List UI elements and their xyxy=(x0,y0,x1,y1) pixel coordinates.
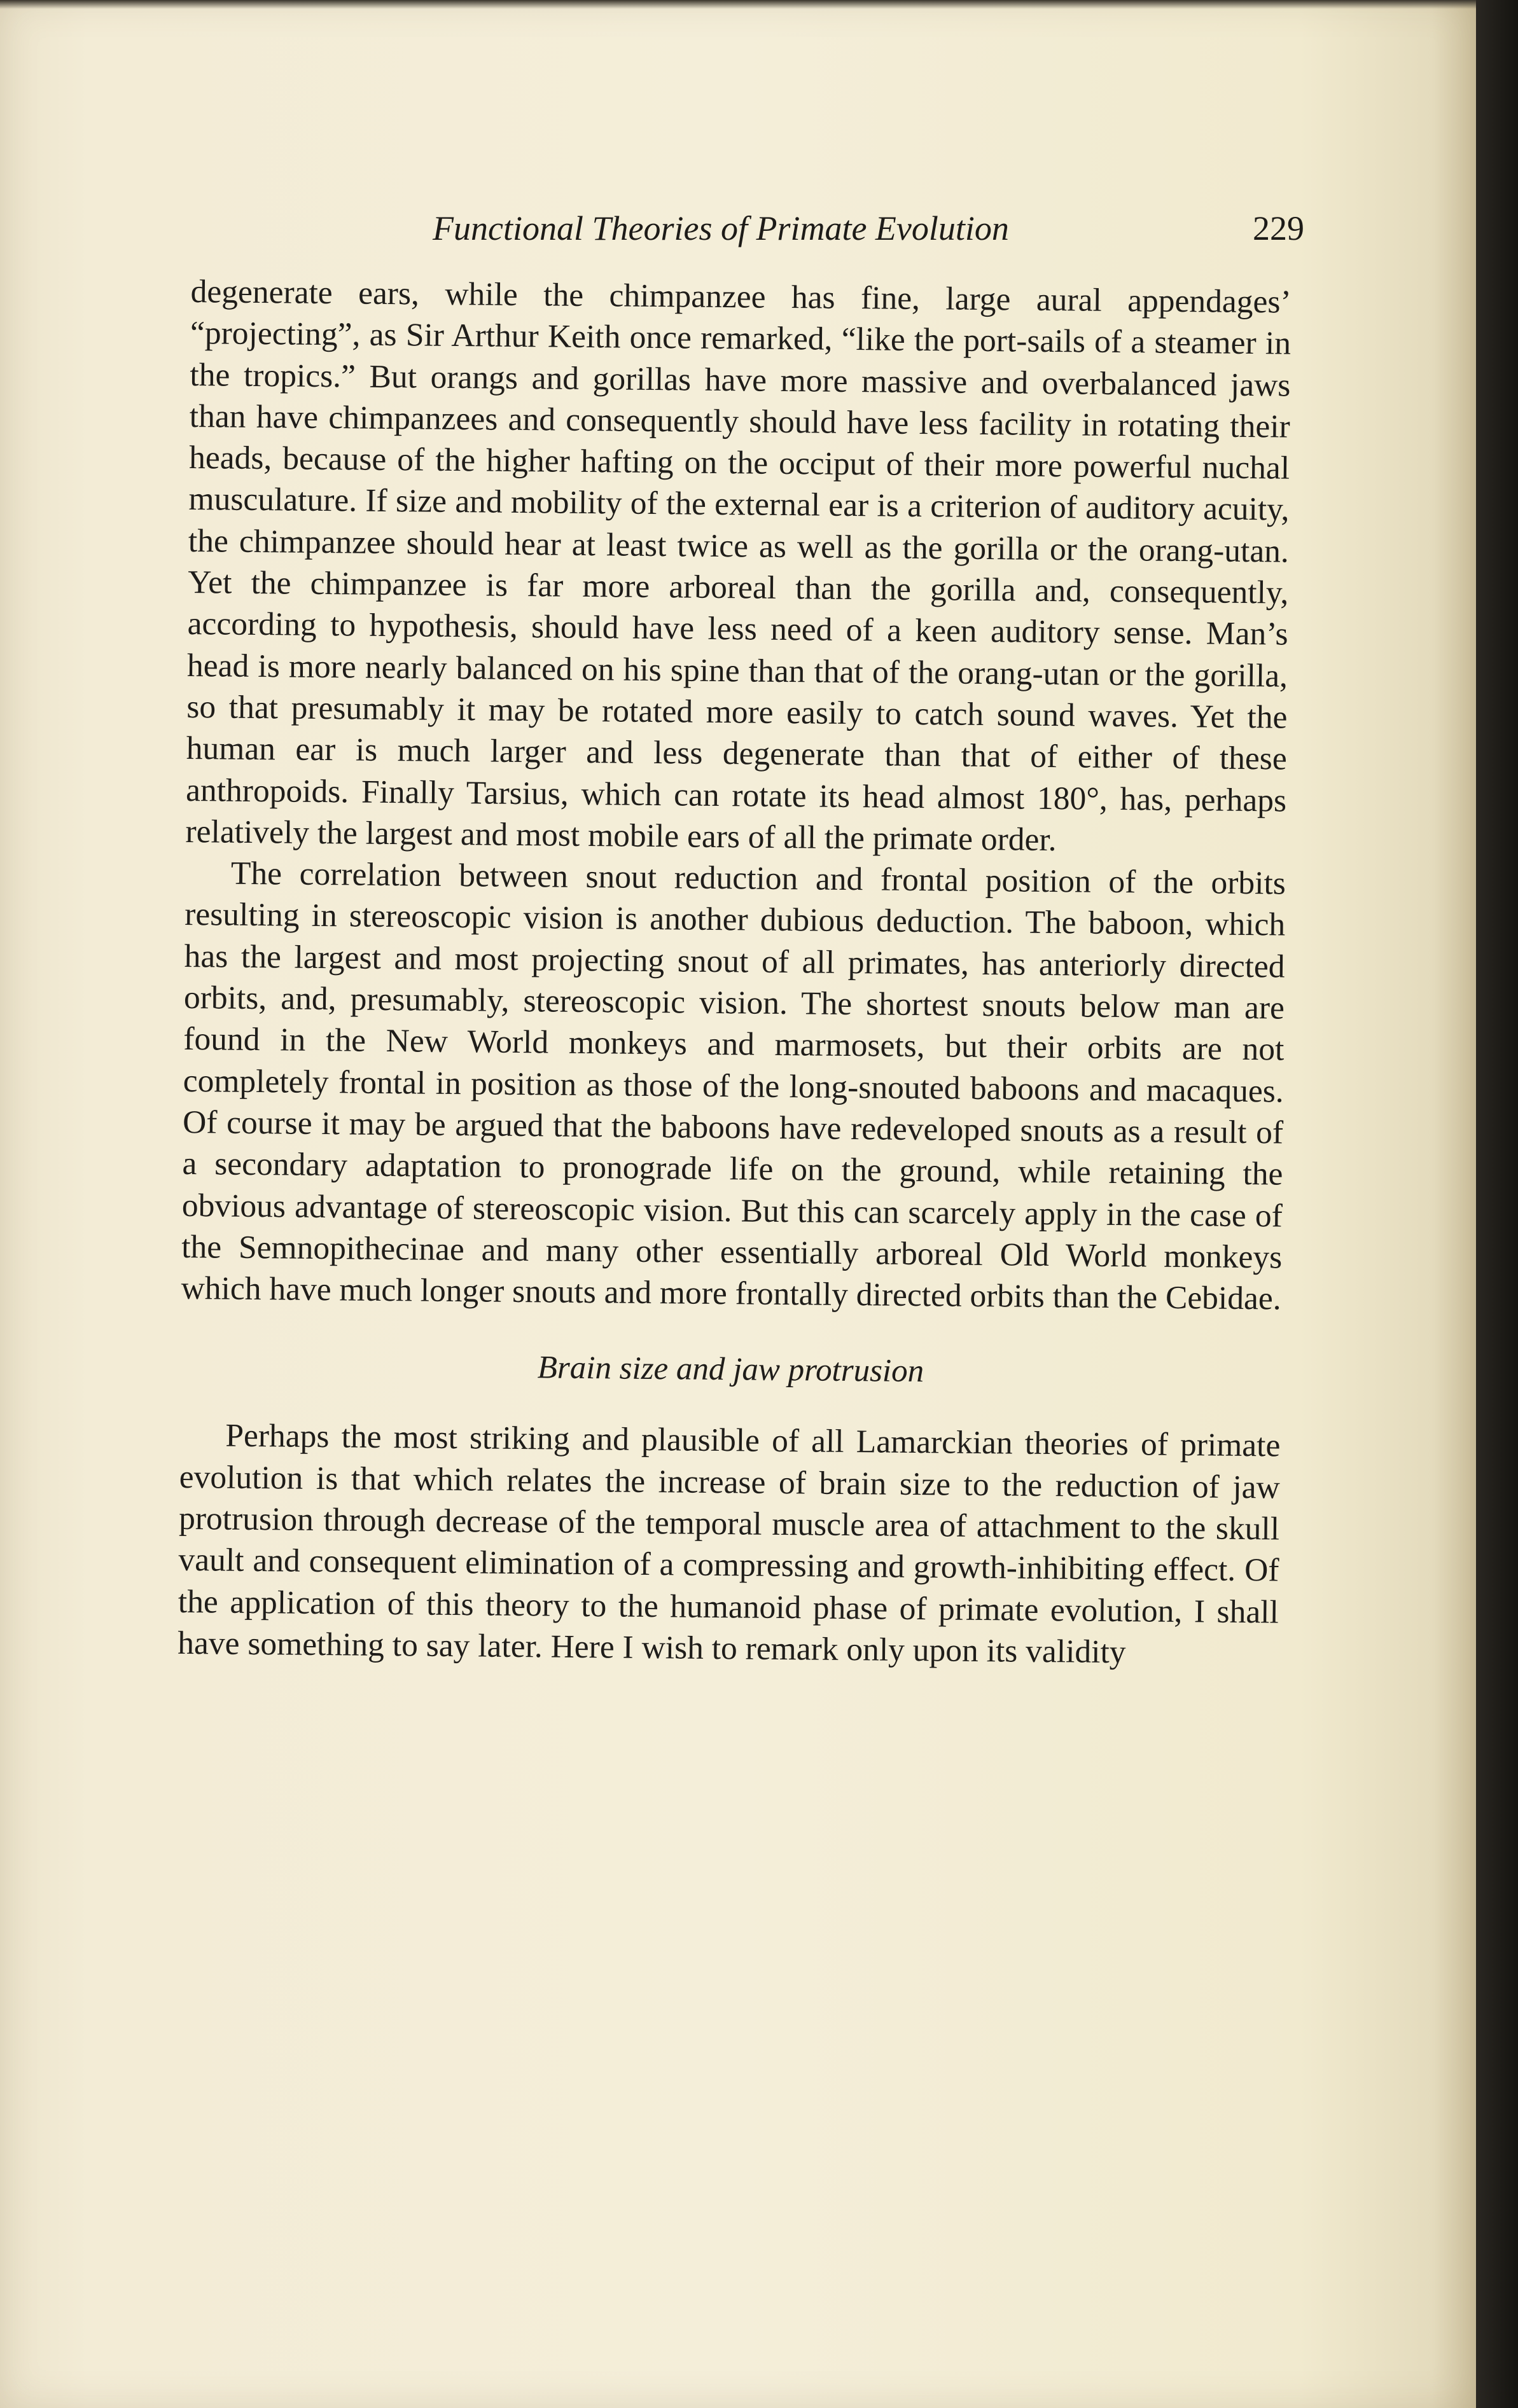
paragraph-1: degenerate ears, while the chimpanzee has fine, large aural appendages’ “projecting”, as Sir Arthur Keith once remarked, “like the port-sails of a steamer in the tropics.” But orangs and gorillas have more massive and overbalanced jaws than have chimpanzees and consequently should have less facility in rotating their heads, because of the higher hafting on the occiput of their more powerful nuchal musculature. If size and mobility of the external ear is a criterion of auditory acuity, the chimpanzee should hear at least twice as well as the gorilla or the orang-utan. Yet the chimpanzee is far more arboreal than the gorilla and, consequently, according to hypothesis, should have less need of a keen auditory sense. Man’s head is more nearly balanced on his spine than that of the orang-utan or the gorilla, so that presumably it may be rotated more easily to catch sound waves. Yet the human ear is much larger and less degenerate than that of either of these anthropoids. Finally Tarsius, which can rotate its head almost 180°, has, perhaps relatively the largest and most mobile ears of all the primate order. xyxy=(185,273,1292,858)
page-number: 229 xyxy=(1253,209,1304,247)
section-heading: Brain size and jaw protrusion xyxy=(537,1350,924,1390)
paragraph-2: The correlation between snout reduction and frontal position of the orbits resulting in stereoscopic vision is another dubious deduction. The baboon, which has the largest and most projecting snout of all primates, has anteriorly directed orbits, and, presumably, stereoscopic vision. The shortest snouts below man are found in the New World monkeys and marmosets, but their orbits are not completely frontal in position as those of the long-snouted baboons and macaques. Of course it may be argued that the baboons have redeveloped snouts as a result of a secondary adaptation to pronograde life on the ground, while retaining the obvious advantage of stereoscopic vision. But this can scarcely apply in the case of the Semnopithecinae and many other essentially arboreal Old World monkeys which have much longer snouts and more frontally directed orbits than the Cebidae. xyxy=(181,855,1286,1317)
book-spine-shadow xyxy=(1476,0,1518,2408)
page-top-edge xyxy=(0,0,1476,9)
page-header xyxy=(191,204,1304,254)
running-title: Functional Theories of Primate Evolution xyxy=(433,209,1009,247)
paragraph-3: Perhaps the most striking and plausible of all Lamarckian theories of primate evolution is that which relates the increase of brain size to the reduction of jaw protrusion through decrease of the temporal muscle area of attachment to the skull vault and consequent elimination of a compressing and growth-inhibiting effect. Of the application of this theory to the humanoid phase of primate evolution, I shall have something to say later. Here I wish to remark only upon its validity xyxy=(178,1418,1281,1671)
body-text xyxy=(178,271,1292,1675)
